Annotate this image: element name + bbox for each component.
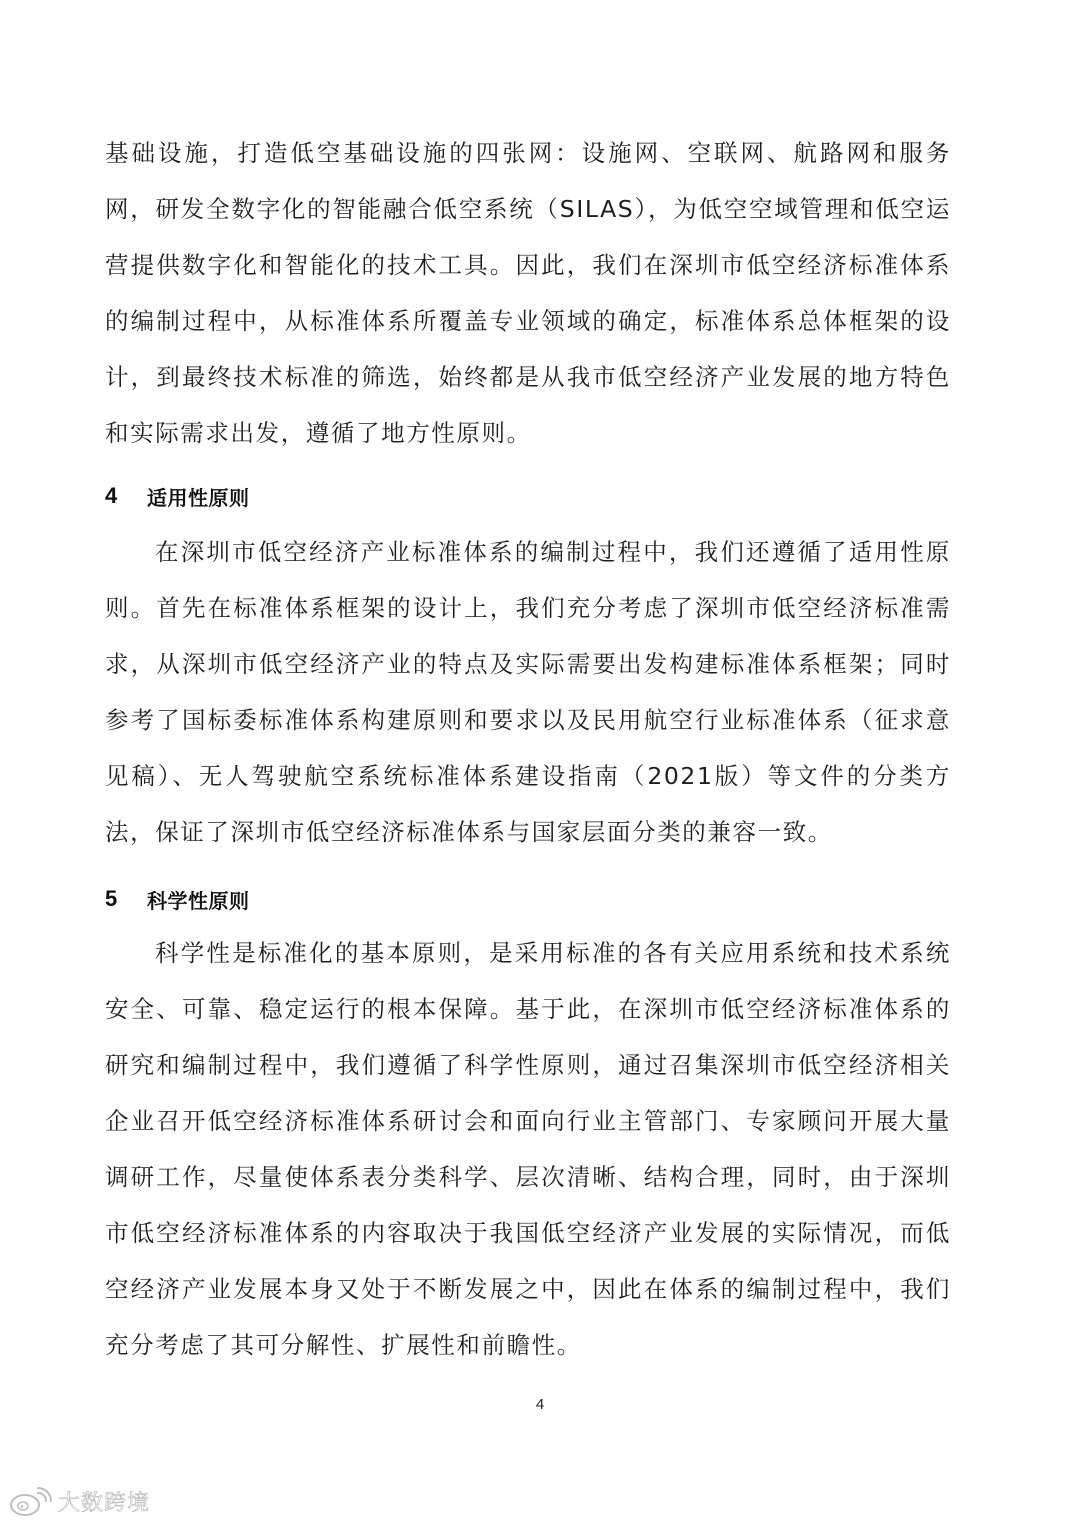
section-title: 适用性原则: [147, 485, 250, 510]
watermark-text: 大数跨境: [58, 1491, 151, 1516]
section-title: 科学性原则: [147, 888, 250, 913]
section-heading-4: [105, 481, 250, 511]
section-heading-5: [105, 884, 250, 914]
paragraph-local-principle: 基础设施，打造低空基础设施的四张网：设施网、空联网、航路网和服务网，研发全数字化的智能融合低空系统（SILAS），为低空空域管理和低空运营提供数字化和智能化的技术工具。因此，我们在深圳市低空经济标准体系的编制过程中，从标准体系所覆盖专业领域的确定，标准体系总体框架的设计，到最终技术标准的筛选，始终都是从我市低空经济产业发展的地方特色和实际需求出发，遵循了地方性原则。: [105, 139, 951, 447]
section-number: 5: [105, 886, 118, 911]
watermark: [8, 1486, 150, 1517]
page-number: 4: [535, 1396, 545, 1413]
paragraph-scientific-principle: 科学性是标准化的基本原则，是采用标准的各有关应用系统和技术系统安全、可靠、稳定运行的根本保障。基于此，在深圳市低空经济标准体系的研究和编制过程中，我们遵循了科学性原则，通过召集深圳市低空经济相关企业召开低空经济标准体系研讨会和面向行业主管部门、专家顾问开展大量调研工作，尽量使体系表分类科学、层次清晰、结构合理，同时，由于深圳市低空经济标准体系的内容取决于我国低空经济产业发展的实际情况，而低空经济产业发展本身又处于不断发展之中，因此在体系的编制过程中，我们充分考虑了其可分解性、扩展性和前瞻性。: [105, 939, 951, 1359]
section-number: 4: [105, 483, 118, 508]
weibo-logo-icon: [8, 1487, 54, 1517]
paragraph-applicability-principle: 在深圳市低空经济产业标准体系的编制过程中，我们还遵循了适用性原则。首先在标准体系框架的设计上，我们充分考虑了深圳市低空经济标准需求，从深圳市低空经济产业的特点及实际需要出发构建标准体系框架；同时参考了国标委标准体系构建原则和要求以及民用航空行业标准体系（征求意见稿）、无人驾驶航空系统标准体系建设指南（2021版）等文件的分类方法，保证了深圳市低空经济标准体系与国家层面分类的兼容一致。: [105, 538, 951, 846]
